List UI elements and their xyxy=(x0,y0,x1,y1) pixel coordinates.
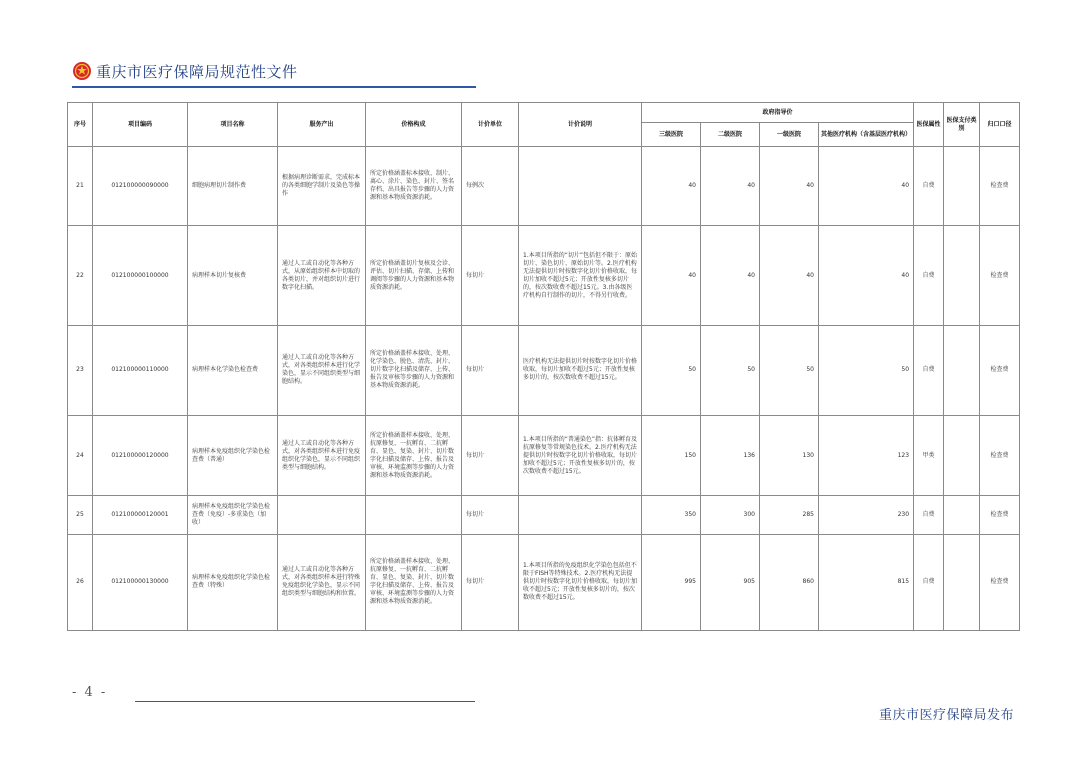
cell-tier3: 40 xyxy=(642,147,701,226)
cell-unit: 每切片 xyxy=(462,416,519,496)
cell-output: 通过人工或自动化等各种方式，对各类组织样本进行免疫组织化学染色，显示不同组织类型与细胞结构。 xyxy=(278,416,366,496)
cell-tier2: 905 xyxy=(701,534,760,630)
publisher-label: 重庆市医疗保障局发布 xyxy=(878,708,1014,723)
cell-description: 1.本项目所指的免疫组织化学染色包括但不限于FISH等特殊技术。2.医疗机构无法提供切片时按数字化切片价格收取，每切片加收不超过5元；开放性复核多切片的，按次数收费不超过15元。 xyxy=(519,534,642,630)
cell-seq: 24 xyxy=(68,416,93,496)
cell-payment-class xyxy=(944,325,980,415)
table-row xyxy=(68,534,1020,630)
price-table xyxy=(67,102,1020,631)
cell-tier3: 40 xyxy=(642,226,701,325)
cell-code: 012100000100000 xyxy=(93,226,188,325)
cell-other: 230 xyxy=(819,496,914,534)
cell-other: 123 xyxy=(819,416,914,496)
cell-unit: 每切片 xyxy=(462,496,519,534)
cell-description xyxy=(519,496,642,534)
header-tier3: 三级医院 xyxy=(642,123,701,147)
header-department: 归口口径 xyxy=(980,103,1020,147)
cell-price-composition: 所定价格涵盖样本接收、处理、抗原修复、一抗孵育、二抗孵育、显色、复染、封片、切片数字化扫描及储存、上传、报告及审核、环境监测等步骤的人力资源和基本物质资源消耗。 xyxy=(366,534,462,630)
cell-other: 815 xyxy=(819,534,914,630)
header-insurance-attr: 医保属性 xyxy=(914,103,944,147)
cell-tier1: 50 xyxy=(760,325,819,415)
cell-output: 根据病理诊断需求，完成标本的各类细胞学制片及染色等操作 xyxy=(278,147,366,226)
cell-department: 检查费 xyxy=(980,416,1020,496)
header-code: 项目编码 xyxy=(93,103,188,147)
cell-other: 40 xyxy=(819,147,914,226)
cell-insurance-attr: 自费 xyxy=(914,534,944,630)
table-row xyxy=(68,325,1020,415)
table-row xyxy=(68,496,1020,534)
cell-name: 病理样本化学染色检查费 xyxy=(188,325,278,415)
cell-tier3: 995 xyxy=(642,534,701,630)
cell-unit: 每切片 xyxy=(462,226,519,325)
header-unit: 计价单位 xyxy=(462,103,519,147)
cell-seq: 25 xyxy=(68,496,93,534)
cell-seq: 22 xyxy=(68,226,93,325)
cell-department: 检查费 xyxy=(980,496,1020,534)
document-header xyxy=(72,54,298,88)
cell-insurance-attr: 自费 xyxy=(914,325,944,415)
cell-code: 012100000130000 xyxy=(93,534,188,630)
cell-description xyxy=(519,147,642,226)
cell-tier3: 150 xyxy=(642,416,701,496)
header-payment-class: 医保支付类别 xyxy=(944,103,980,147)
cell-unit: 每切片 xyxy=(462,534,519,630)
header-gov-guide-price: 政府指导价 xyxy=(642,103,914,123)
cell-price-composition xyxy=(366,496,462,534)
table-row xyxy=(68,226,1020,325)
cell-department: 检查费 xyxy=(980,226,1020,325)
national-emblem-icon xyxy=(72,61,92,81)
cell-code: 012100000090000 xyxy=(93,147,188,226)
cell-insurance-attr: 自费 xyxy=(914,496,944,534)
cell-tier2: 40 xyxy=(701,147,760,226)
cell-tier2: 50 xyxy=(701,325,760,415)
cell-price-composition: 所定价格涵盖标本接收、制片、离心、涂片、染色、封片、签名存档、出具报告等步骤的人力资源和基本物质资源消耗。 xyxy=(366,147,462,226)
footer-divider xyxy=(135,701,475,702)
cell-name: 病理样本切片复核费 xyxy=(188,226,278,325)
header-name: 项目名称 xyxy=(188,103,278,147)
cell-payment-class xyxy=(944,416,980,496)
cell-seq: 26 xyxy=(68,534,93,630)
header-output: 服务产出 xyxy=(278,103,366,147)
cell-tier1: 285 xyxy=(760,496,819,534)
cell-insurance-attr: 自费 xyxy=(914,226,944,325)
cell-unit: 每切片 xyxy=(462,325,519,415)
header-divider xyxy=(72,86,476,88)
cell-description: 1.本项目所指的“普通染色”指：抗体孵育及抗原修复等常规染色技术。2.医疗机构无法提供切片时按数字化切片价格收取，每切片加收不超过5元；开放性复核多切片的，按次数收费不超过15元。 xyxy=(519,416,642,496)
cell-description: 1.本项目所指的“切片”包括但不限于：原始切片、染色切片、原始切片等。2.医疗机构无法提供切片时按数字化切片价格收取，每切片加收不超过5元；开放性复核多切片的，按次数收费不超过15元。3.由各级医疗机构自行制作的切片，不得另行收费。 xyxy=(519,226,642,325)
cell-other: 50 xyxy=(819,325,914,415)
cell-tier1: 40 xyxy=(760,147,819,226)
cell-other: 40 xyxy=(819,226,914,325)
cell-name: 细胞病理切片制作费 xyxy=(188,147,278,226)
cell-tier1: 860 xyxy=(760,534,819,630)
cell-tier1: 40 xyxy=(760,226,819,325)
cell-unit: 每例次 xyxy=(462,147,519,226)
cell-department: 检查费 xyxy=(980,325,1020,415)
page-number: - 4 - xyxy=(72,685,108,700)
cell-department: 检查费 xyxy=(980,534,1020,630)
cell-tier3: 350 xyxy=(642,496,701,534)
table-row xyxy=(68,416,1020,496)
cell-seq: 23 xyxy=(68,325,93,415)
cell-code: 012100000110000 xyxy=(93,325,188,415)
cell-insurance-attr: 甲类 xyxy=(914,416,944,496)
cell-tier3: 50 xyxy=(642,325,701,415)
document-title: 重庆市医疗保障局规范性文件 xyxy=(96,62,298,81)
cell-name: 病理样本免疫组织化学染色检查费（普通） xyxy=(188,416,278,496)
cell-tier2: 40 xyxy=(701,226,760,325)
header-price-composition: 价格构成 xyxy=(366,103,462,147)
cell-output: 通过人工或自动化等各种方式，从原始组织样本中切取的各类切片，并对组织切片进行数字化扫描。 xyxy=(278,226,366,325)
cell-description: 医疗机构无法提供切片时按数字化切片价格收取，每切片加收不超过5元；开放性复核多切片的，按次数收费不超过15元。 xyxy=(519,325,642,415)
cell-tier2: 136 xyxy=(701,416,760,496)
header-tier2: 二级医院 xyxy=(701,123,760,147)
header-description: 计价说明 xyxy=(519,103,642,147)
header-other: 其他医疗机构（含基层医疗机构） xyxy=(819,123,914,147)
cell-name: 病理样本免疫组织化学染色检查费（特殊） xyxy=(188,534,278,630)
cell-tier2: 300 xyxy=(701,496,760,534)
cell-department: 检查费 xyxy=(980,147,1020,226)
price-table-container xyxy=(67,102,1019,631)
cell-payment-class xyxy=(944,496,980,534)
cell-code: 012100000120000 xyxy=(93,416,188,496)
cell-output xyxy=(278,496,366,534)
cell-name: 病理样本免疫组织化学染色检查费（免疫）-多重染色（加收） xyxy=(188,496,278,534)
cell-insurance-attr: 自费 xyxy=(914,147,944,226)
header-tier1: 一级医院 xyxy=(760,123,819,147)
cell-code: 012100000120001 xyxy=(93,496,188,534)
header-seq: 序号 xyxy=(68,103,93,147)
cell-output: 通过人工或自动化等各种方式，对各类组织样本进行特殊免疫组织化学染色，显示不同组织类型与细胞结构和位置。 xyxy=(278,534,366,630)
table-row xyxy=(68,147,1020,226)
cell-price-composition: 所定价格涵盖切片复核及会诊、评估、切片扫描、存储、上传和调阅等步骤的人力资源和基本物质资源消耗。 xyxy=(366,226,462,325)
cell-payment-class xyxy=(944,226,980,325)
cell-price-composition: 所定价格涵盖样本接收、处理、抗原修复、一抗孵育、二抗孵育、显色、复染、封片、切片数字化扫描及储存、上传、报告及审核、环境监测等步骤的人力资源和基本物质资源消耗。 xyxy=(366,416,462,496)
cell-price-composition: 所定价格涵盖样本接收、处理、化学染色、脱色、清洗、封片、切片数字化扫描及储存、上传、报告及审核等步骤的人力资源和基本物质资源消耗。 xyxy=(366,325,462,415)
cell-payment-class xyxy=(944,147,980,226)
cell-output: 通过人工或自动化等各种方式，对各类组织样本进行化学染色，显示不同组织类型与细胞结构。 xyxy=(278,325,366,415)
cell-tier1: 130 xyxy=(760,416,819,496)
cell-payment-class xyxy=(944,534,980,630)
cell-seq: 21 xyxy=(68,147,93,226)
